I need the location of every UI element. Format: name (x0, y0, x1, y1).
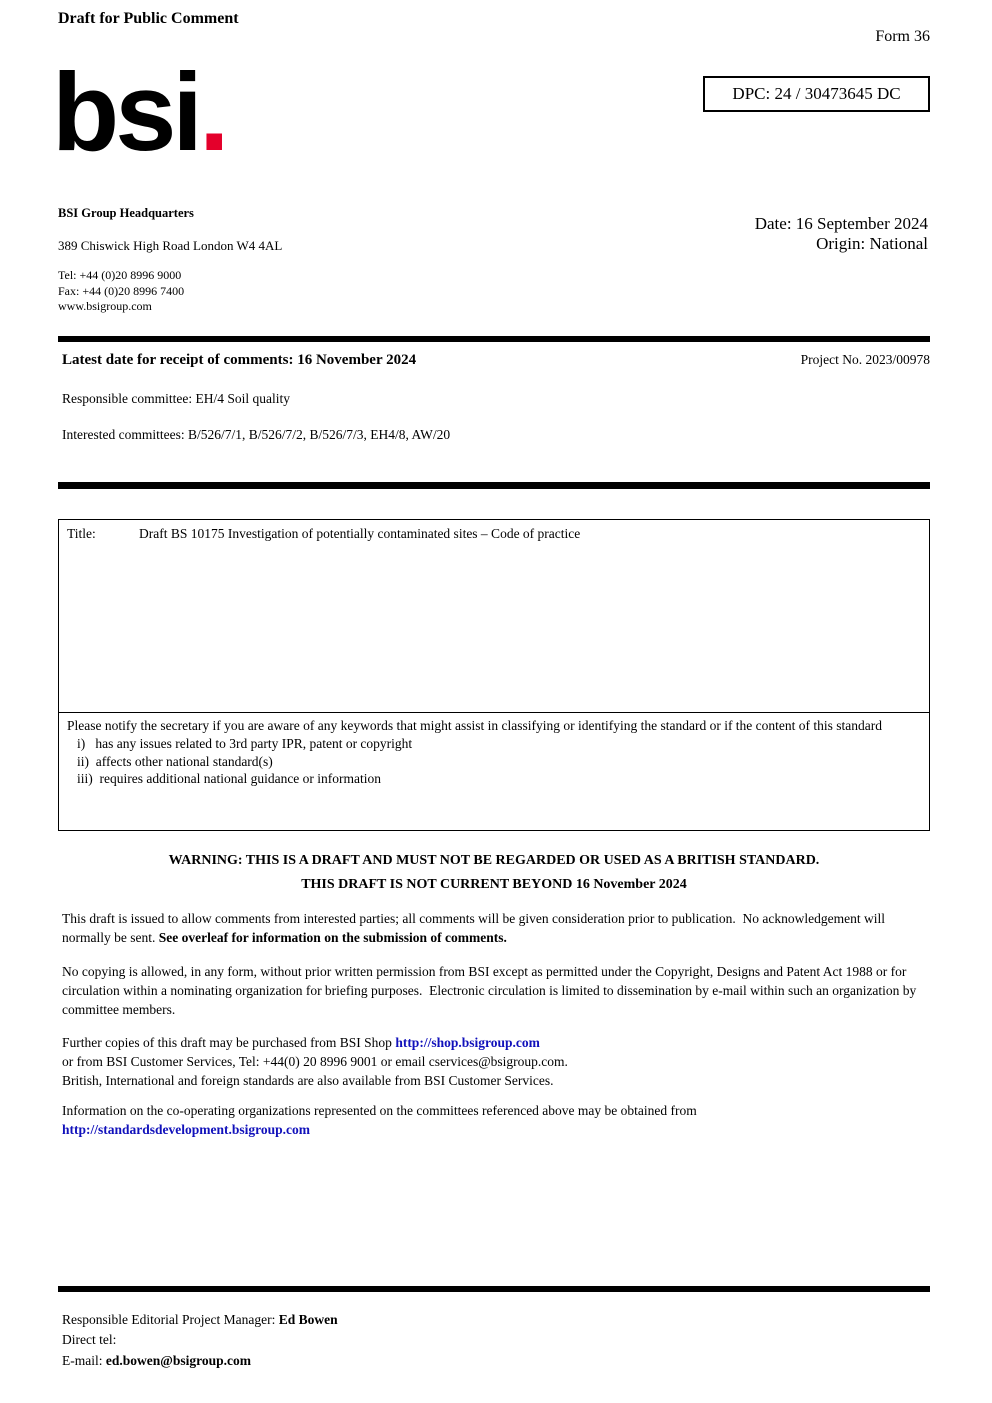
issue-notice-text: This draft is issued to allow comments from interested parties; all comments will be given consideration prior to publication. No acknowledgement will normally be sent. (62, 911, 889, 945)
date-origin-block (755, 214, 928, 255)
copying-notice-text: No copying is allowed, in any form, without prior written permission from BSI except as permitted under the Copyright, Designs and Patent Act 1988 or for circulation within a nominating organization for briefing purposes. Electronic circulation is limited to dissemination by e-mail within such an organization by committee members. (62, 964, 920, 1017)
tel-line: Tel: +44 (0)20 8996 9000 (58, 268, 182, 282)
comments-deadline-row (58, 352, 930, 369)
purchase-line2-text: or from BSI Customer Services, Tel: +44(0) 20 8996 9001 or email cservices@bsigroup.com. (62, 1053, 568, 1069)
email-line (62, 1351, 338, 1371)
purchase-prefix-text: Further copies of this draft may be purchased from BSI Shop (62, 1035, 396, 1050)
dpc-number-box (703, 76, 930, 112)
email-address: ed.bowen@bsigroup.com (105, 1352, 251, 1368)
title-box (58, 519, 930, 831)
address-line: 389 Chiswick High Road London W4 4AL (58, 238, 283, 253)
issue-notice-paragraph (62, 910, 928, 948)
email-label: E-mail: (62, 1352, 106, 1368)
issue-notice-bold: See overleaf for information on the submission of comments. (158, 929, 507, 945)
direct-tel-line: Direct tel: (62, 1332, 117, 1348)
keyword-item-ii: ii) affects other national standard(s) (77, 753, 273, 769)
standards-development-link[interactable]: http://standardsdevelopment.bsigroup.com (62, 1121, 311, 1137)
draft-for-public-comment-label: Draft for Public Comment (58, 10, 239, 27)
bsi-logo (52, 51, 230, 174)
horizontal-rule-top (58, 336, 930, 342)
origin-line: Origin: National (816, 234, 928, 254)
cooperating-orgs-text: Information on the co-operating organizations represented on the committees referenced above may be obtained from (62, 1103, 697, 1118)
purchase-line3-text: British, International and foreign standards are also available from BSI Customer Services. (62, 1072, 554, 1088)
interested-committees-line: Interested committees: B/526/7/1, B/526/7/2, B/526/7/3, EH4/8, AW/20 (62, 427, 451, 442)
copying-notice-paragraph (62, 963, 928, 1020)
cooperating-orgs-paragraph (62, 1102, 928, 1140)
bsi-shop-link[interactable]: http://shop.bsigroup.com (395, 1035, 540, 1050)
date-line: Date: 16 September 2024 (754, 214, 928, 233)
keyword-item-i: i) has any issues related to 3rd party IPR, patent or copyright (77, 735, 413, 751)
form-number-label: Form 36 (875, 28, 930, 45)
dpc-number-text: DPC: 24 / 30473645 DC (732, 84, 901, 103)
horizontal-rule-middle (58, 482, 930, 489)
keywords-notify-cell (59, 712, 929, 830)
title-cell (59, 520, 929, 712)
project-manager-label: Responsible Editorial Project Manager: (62, 1312, 279, 1327)
footer-block (62, 1310, 338, 1371)
project-manager-line (62, 1310, 338, 1330)
fax-line: Fax: +44 (0)20 8996 7400 (58, 283, 185, 298)
horizontal-rule-bottom (58, 1286, 930, 1292)
title-label: Title: (67, 526, 96, 541)
latest-date-label: Latest date for receipt of comments: 16 November 2024 (62, 352, 417, 368)
standard-title-text: Draft BS 10175 Investigation of potentially contaminated sites – Code of practice (139, 526, 581, 541)
project-number-label: Project No. 2023/00978 (800, 352, 930, 367)
website-line: www.bsigroup.com (58, 299, 152, 314)
bsi-logo-text: bsi (52, 51, 199, 174)
bsi-logo-dot: . (198, 51, 230, 174)
purchase-notice-paragraph (62, 1034, 928, 1091)
warning-line-2: THIS DRAFT IS NOT CURRENT BEYOND 16 November 2024 (301, 877, 687, 893)
warning-line-1: WARNING: THIS IS A DRAFT AND MUST NOT BE REGARDED OR USED AS A BRITISH STANDARD. (168, 853, 820, 868)
warning-block (58, 849, 930, 897)
notify-text: Please notify the secretary if you are aware of any keywords that might assist in classifying or identifying the standard or if the content of this standard (67, 718, 883, 733)
project-manager-name: Ed Bowen (278, 1312, 338, 1327)
headquarters-label: BSI Group Headquarters (58, 206, 194, 220)
contact-block (58, 268, 184, 315)
keyword-item-iii: iii) requires additional national guidance or information (77, 771, 382, 787)
responsible-committee-line: Responsible committee: EH/4 Soil quality (62, 391, 290, 406)
